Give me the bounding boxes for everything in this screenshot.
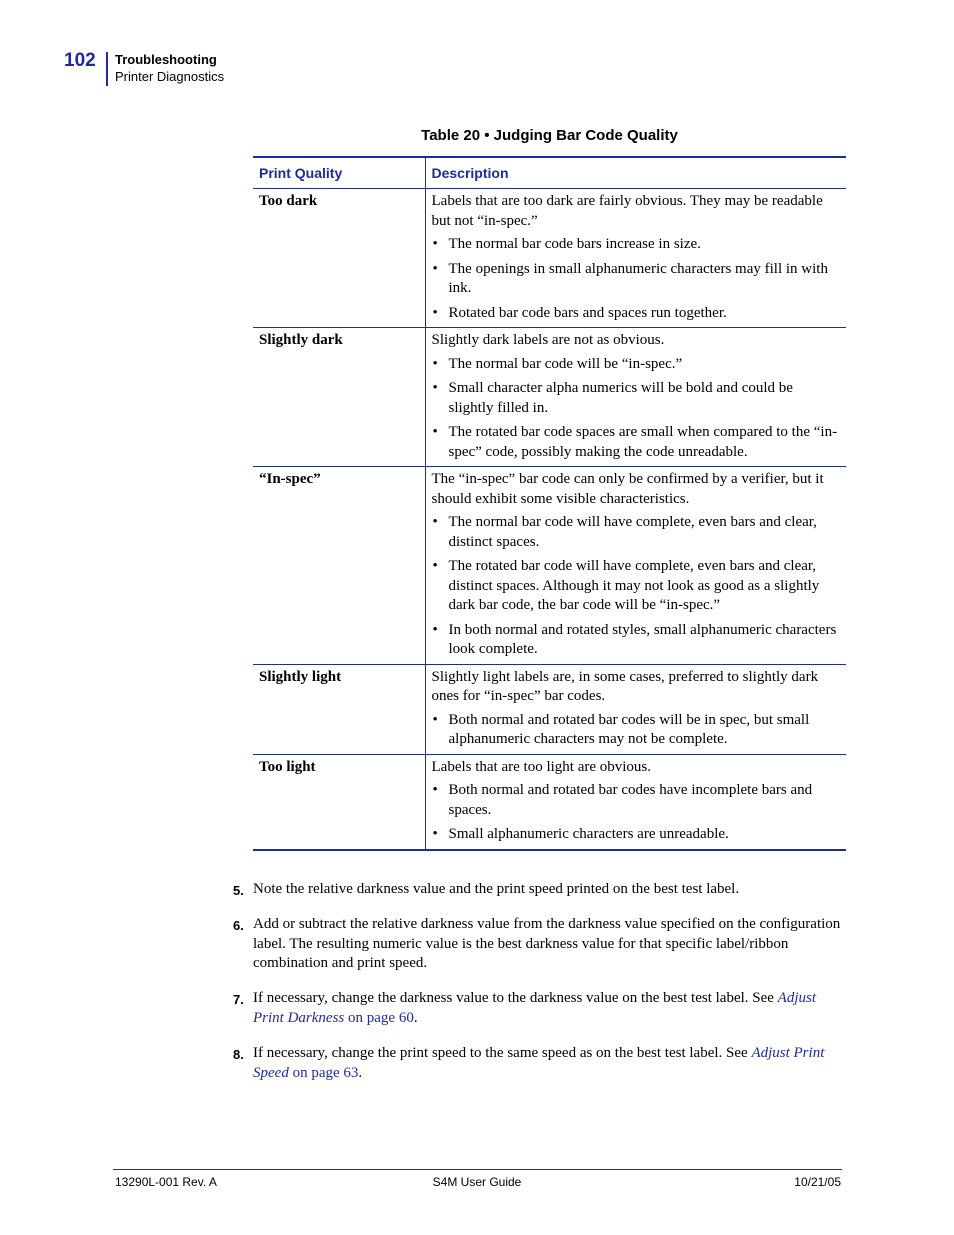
step-number: 6.	[233, 918, 244, 933]
bullet-item: • The openings in small alphanumeric characters may fill in with ink.	[432, 260, 841, 299]
table-row	[253, 467, 846, 665]
table-row	[253, 754, 846, 850]
description-cell	[425, 328, 846, 467]
description-cell	[425, 467, 846, 665]
description-cell	[425, 189, 846, 328]
bullet-item: • In both normal and rotated styles, small alphanumeric characters look complete.	[432, 621, 841, 660]
bullet-item: • The rotated bar code will have complete, even bars and clear, distinct spaces. Although it may not look as good as a slightly dark bar code, the bar code will be “in-spec.”	[432, 557, 841, 616]
description-intro: Labels that are too light are obvious.	[431, 758, 652, 775]
step-text-body: If necessary, change the print speed to the same speed as on the best test label. See	[253, 1045, 752, 1061]
step-number: 8.	[233, 1047, 244, 1062]
step-8	[233, 1044, 843, 1083]
footer-divider	[113, 1169, 842, 1170]
bullet-item: • The normal bar code will be “in-spec.”	[432, 355, 841, 375]
footer-date: 10/21/05	[794, 1175, 841, 1189]
description-intro: Labels that are too dark are fairly obvious. They may be readable but not “in-spec.”	[431, 193, 823, 229]
link-title[interactable]: Adjust Print Darkness	[253, 990, 817, 1026]
step-text: Add or subtract the relative darkness value from the darkness value specified on the configuration label. The resulting numeric value is the best darkness value for that specific label/ribbon combination and print speed.	[253, 916, 841, 971]
step-text-body: If necessary, change the darkness value to the darkness value on the best test label. See	[253, 990, 778, 1006]
header-divider	[106, 52, 108, 86]
table-row	[253, 189, 846, 328]
bullet-item: • Rotated bar code bars and spaces run together.	[432, 304, 841, 324]
print-quality-cell: Slightly light	[253, 664, 425, 754]
step-7	[233, 989, 843, 1028]
description-bullets	[432, 513, 841, 660]
bullet-item: • Small alphanumeric characters are unreadable.	[432, 825, 841, 845]
footer-title: S4M User Guide	[432, 1175, 522, 1189]
print-quality-cell: Slightly dark	[253, 328, 425, 467]
header-section-title: Troubleshooting	[115, 52, 217, 67]
link-title[interactable]: Adjust Print Speed	[253, 1045, 825, 1081]
header-subsection-title: Printer Diagnostics	[115, 69, 225, 84]
step-text	[253, 1044, 843, 1083]
bullet-item: • The normal bar code bars increase in size.	[432, 235, 841, 255]
description-bullets	[432, 781, 841, 845]
bullet-item: • The rotated bar code spaces are small when compared to the “in-spec” code, possibly making the code unreadable.	[432, 423, 841, 462]
print-quality-cell: Too dark	[259, 193, 318, 209]
bullet-item: • Both normal and rotated bar codes have incomplete bars and spaces.	[432, 781, 841, 820]
print-quality-cell: “In-spec”	[253, 467, 425, 665]
table-header-row	[253, 157, 846, 189]
description-bullets	[432, 711, 841, 750]
step-text: Note the relative darkness value and the print speed printed on the best test label.	[253, 881, 740, 897]
step-6	[233, 915, 843, 974]
step-5	[233, 880, 843, 900]
bullet-item: • The normal bar code will have complete, even bars and clear, distinct spaces.	[432, 513, 841, 552]
bullet-item: • Small character alpha numerics will be bold and could be slightly filled in.	[432, 379, 841, 418]
description-intro: Slightly dark labels are not as obvious.	[431, 332, 665, 348]
step-text	[253, 989, 843, 1028]
footer-doc-number: 13290L-001 Rev. A	[115, 1175, 217, 1189]
description-bullets	[432, 235, 841, 323]
print-quality-cell: Too light	[253, 754, 425, 850]
description-cell	[425, 754, 846, 850]
link-page-ref[interactable]: on page 60	[344, 1009, 414, 1026]
table-caption: Table 20 • Judging Bar Code Quality	[421, 127, 678, 144]
description-cell	[425, 664, 846, 754]
link-page-ref[interactable]: on page 63	[288, 1064, 359, 1081]
page-number: 102	[64, 50, 96, 71]
description-bullets	[432, 355, 841, 463]
step-number: 5.	[233, 883, 244, 898]
column-header-print-quality: Print Quality	[253, 157, 425, 189]
bar-code-quality-table	[253, 156, 846, 851]
bullet-item: • Both normal and rotated bar codes will be in spec, but small alphanumeric characters may not be complete.	[432, 711, 841, 750]
step-number: 7.	[233, 992, 244, 1007]
column-header-description: Description	[425, 157, 846, 189]
description-intro: The “in-spec” bar code can only be confirmed by a verifier, but it should exhibit some visible characteristics.	[431, 471, 824, 507]
step-text-end: .	[413, 1009, 418, 1026]
step-text-end: .	[358, 1064, 363, 1081]
table-row	[253, 664, 846, 754]
table-row	[253, 328, 846, 467]
description-intro: Slightly light labels are, in some cases, preferred to slightly dark ones for “in-spec” bar codes.	[431, 668, 819, 704]
